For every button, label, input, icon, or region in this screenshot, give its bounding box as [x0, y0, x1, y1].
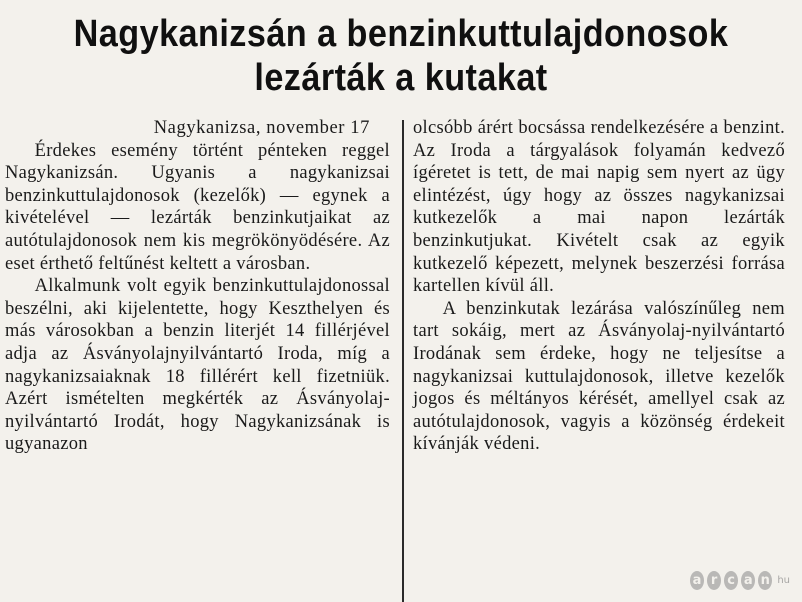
watermark-letter-c: c — [724, 571, 738, 590]
watermark-suffix: hu — [777, 574, 790, 586]
article-right-column — [413, 117, 785, 456]
headline-line-1: Nagykanizsán a benzinkuttulajdonosok — [73, 13, 729, 55]
article-paragraph-3: A benzinkutak lezárása valószínűleg nem tart sokáig, mert az Ásványolaj-nyilvántartó Irodának sem érdeke, hogy ne teljesítse a nagykanizsai kuttulajdonosok, illetve kezelők jogos és méltányos kérését, amellyel csak az autótulajdonosok, vagyis a közönség érdekeit kívánják védeni. — [413, 298, 785, 455]
headline — [40, 12, 762, 100]
watermark-letter-a: a — [690, 571, 704, 590]
article-left-column — [5, 117, 390, 456]
article-paragraph-2: Alkalmunk volt egyik benzinkuttulajdonossal beszélni, aki kijelentette, hogy Keszthelyen és más városokban a benzin literjét 14 fillérjével adja az Ásványolajnyilvántartó Iroda, míg a nagykanizsaiaknak 18 fillérért kell fizetniük. Azért ismételten megkérték az Ásványolaj-nyilvántartó Irodát, hogy Nagykanizsának is ugyanazon — [5, 276, 390, 455]
article-paragraph-1: Érdekes esemény történt pénteken reggel Nagykanizsán. Ugyanis a nagykanizsai benzinkuttulajdonosok (kezelők) — egynek a kivételével — lezárták benzinkutjaikat az autótulajdonosok nem kis megrökönyödésére. Az eset érthető feltűnést keltett a városban. — [5, 140, 390, 274]
watermark-letter-n: n — [758, 571, 772, 590]
arcanum-watermark — [690, 565, 790, 595]
column-divider — [402, 120, 404, 602]
dateline: Nagykanizsa, november 17 — [153, 118, 370, 138]
article-paragraph-2-continued: olcsóbb árért bocsássa rendelkezésére a benzint. Az Iroda a tárgyalások folyamán kedvező ígéretet is tett, de mai napig sem nyert az ügy elintézést, úgy hogy az összes nagykanizsai kutkezelők a mai napon lezárták benzinkutjukat. Kivételt csak az egyik kutkezelő képezett, melynek beszerzési forrása kartellen kívül áll. — [413, 118, 785, 297]
watermark-letter-r: r — [707, 571, 721, 590]
watermark-letter-a2: a — [741, 571, 755, 590]
headline-line-2: lezárták a kutakat — [254, 57, 548, 99]
